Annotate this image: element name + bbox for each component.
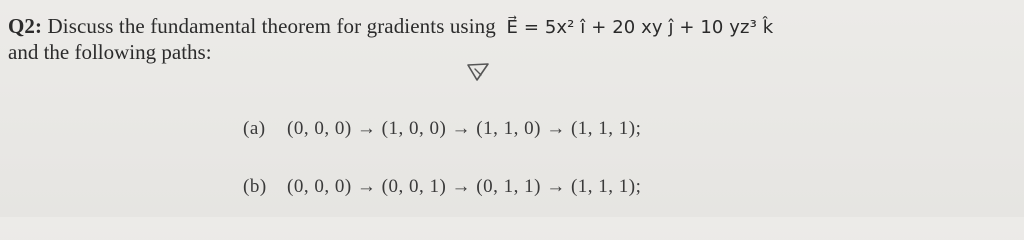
question-continuation: and the following paths: (8, 40, 212, 64)
path-a-sequence: (0, 0, 0) → (1, 0, 0) → (1, 1, 0) → (1, 1, 1); (287, 118, 642, 139)
path-b-label: (b) (243, 176, 267, 197)
path-a-label: (a) (243, 118, 266, 139)
question-number: Q2: (8, 14, 43, 38)
question-line (8, 14, 773, 39)
question-text: Discuss the fundamental theorem for gradients using (47, 14, 496, 38)
path-a (243, 118, 641, 140)
path-b-sequence: (0, 0, 0) → (0, 0, 1) → (0, 1, 1) → (1, 1, 1); (287, 176, 642, 197)
path-b (243, 176, 641, 198)
field-expression: E⃗ = 5x² î + 20 xy ĵ + 10 yz³ k̂ (506, 17, 774, 38)
handwritten-check-mark-icon (465, 61, 491, 83)
